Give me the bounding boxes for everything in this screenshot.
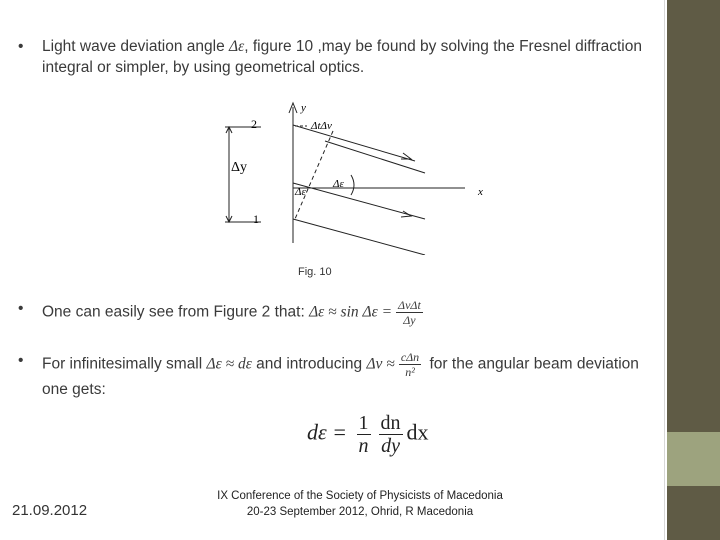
bullet-deviation-angle [18,36,642,78]
angle-left-label: Δε [295,186,306,198]
fraction-denominator: n² [405,365,415,379]
fraction-numerator: 1 [358,412,369,434]
bullet-dot: • [18,352,24,369]
fraction-1-over-n [357,412,371,457]
bullet-text: and introducing [251,355,367,373]
equation-expression: Δε ≈ sin Δε = [309,303,393,321]
bullet-text: , figure 10 ,may be found by solving the Fresnel diffraction integral or simpler, by using geometrical optics. [42,38,642,76]
equation-expression: Δε ≈ dε [206,355,252,373]
footer-line-2: 20-23 September 2012, Ohrid, R Macedonia [246,506,474,518]
figure-caption: Fig. 10 [298,266,332,278]
deviation-formula [307,412,429,457]
equation-expression: Δv ≈ [366,355,395,373]
fraction-denominator: Δy [403,313,416,327]
angle-right-label: Δε [333,178,344,190]
dy-label: Δy [231,160,248,175]
dt-dv-label: ΔtΔv [311,120,332,132]
slide-date: 21.09.2012 [12,502,88,519]
ray-line [293,219,425,255]
bullet-dot: • [18,300,24,317]
angle-arc [351,175,354,195]
fraction-denominator: dy [381,435,400,457]
formula-lhs: dε = [307,419,348,445]
sidebar-divider [664,0,665,540]
sidebar-top-block [667,0,720,432]
bullet-text: Light wave deviation angle [42,38,229,55]
y-axis-label: y [301,102,306,114]
sidebar-accent-block [667,432,720,486]
ray-1-label: 1 [253,212,259,226]
sidebar-bottom-block [667,486,720,540]
fraction-dn-dy [379,412,403,457]
ray-2-label: 2 [251,117,257,131]
bullet-text: One can easily see from Figure 2 that: [42,303,310,321]
formula-rhs: dx [406,419,429,445]
footer-line-1: IX Conference of the Society of Physicists of Macedonia [217,490,503,502]
symbol-delta-epsilon: Δε [229,38,245,55]
wavefront-dashed [295,131,333,219]
fraction-numerator: cΔn [400,350,420,364]
fraction-numerator: ΔvΔt [398,298,421,312]
fraction-dvdt-dy [396,298,423,327]
bullet-dot: • [18,38,24,55]
x-axis-label: x [478,186,483,198]
fraction-cdn-n2 [399,350,421,379]
fraction-denominator: n [358,435,369,457]
figure-10-diagram [215,95,495,255]
conference-footer [190,488,530,520]
fraction-numerator: dn [380,412,401,434]
bullet-figure-relation [18,298,642,327]
bullet-text: For infinitesimally small [42,355,207,373]
ray-line [325,141,425,173]
bullet-text: for the angular beam deviation one gets: [42,355,639,398]
bullet-infinitesimal [18,350,642,400]
